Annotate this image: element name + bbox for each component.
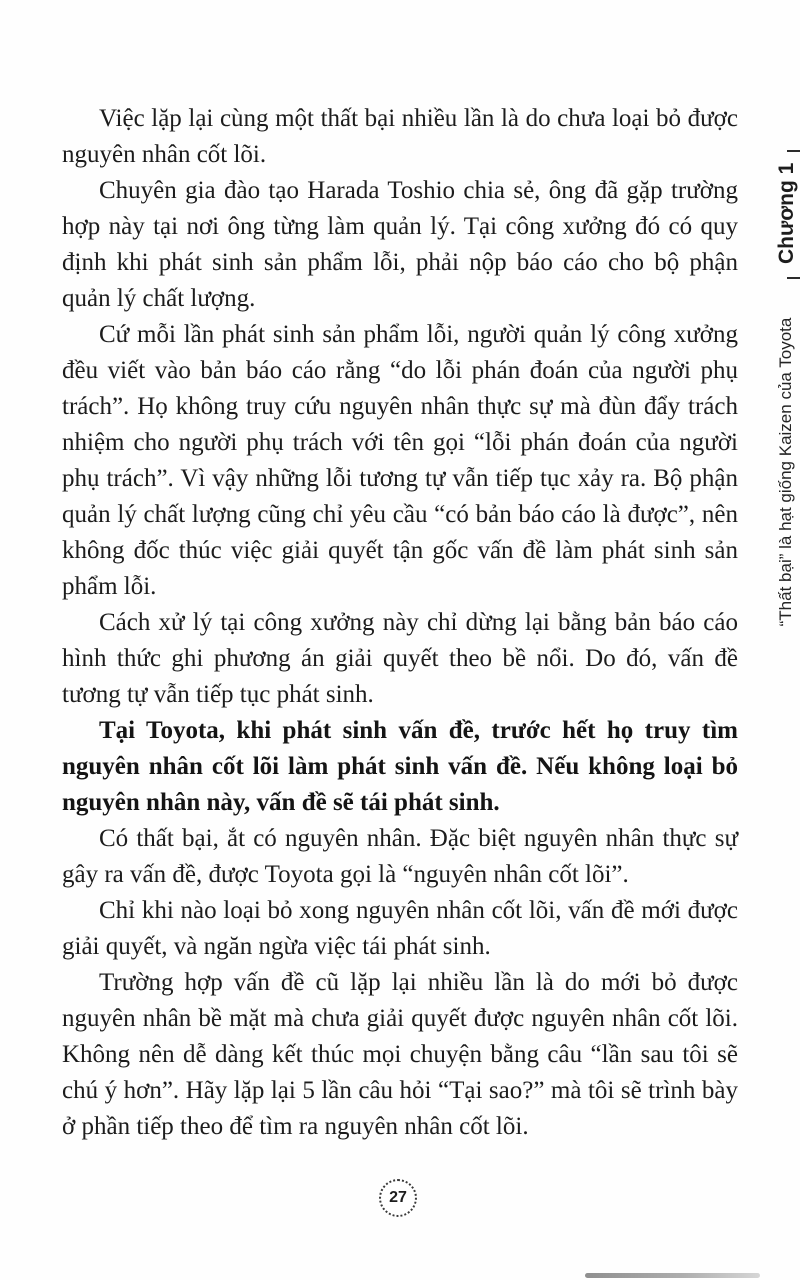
paragraph: Có thất bại, ắt có nguyên nhân. Đặc biệt nguyên nhân thực sự gây ra vấn đề, được Toyota gọi là “nguyên nhân cốt lõi”. bbox=[62, 825, 738, 888]
page-number: 27 bbox=[389, 1189, 407, 1206]
paragraph: Cách xử lý tại công xưởng này chỉ dừng lại bằng bản báo cáo hình thức ghi phương án giải quyết theo bề nổi. Do đó, vấn đề tương tự vẫn tiếp tục phát sinh. bbox=[62, 609, 738, 708]
body-text bbox=[62, 101, 738, 1145]
paragraph-emphasis: Tại Toyota, khi phát sinh vấn đề, trước hết họ truy tìm nguyên nhân cốt lõi làm phát sinh vấn đề. Nếu không loại bỏ nguyên nhân này, vấn đề sẽ tái phát sinh. bbox=[62, 717, 738, 816]
paragraph: Cứ mỗi lần phát sinh sản phẩm lỗi, người quản lý công xưởng đều viết vào bản báo cáo rằng “do lỗi phán đoán của người phụ trách”. Họ không truy cứu nguyên nhân thực sự mà đùn đẩy trách nhiệm cho người phụ trách với tên gọi “lỗi phán đoán của người phụ trách”. Vì vậy những lỗi tương tự vẫn tiếp tục xảy ra. Bộ phận quản lý chất lượng cũng chỉ yêu cầu “có bản báo cáo là được”, nên không đốc thúc việc giải quyết tận gốc vấn đề làm phát sinh sản phẩm lỗi. bbox=[62, 321, 738, 600]
sidebar-divider bbox=[787, 150, 800, 152]
paragraph: Việc lặp lại cùng một thất bại nhiều lần là do chưa loại bỏ được nguyên nhân cốt lõi. bbox=[62, 105, 738, 168]
paragraph: Chỉ khi nào loại bỏ xong nguyên nhân cốt lõi, vấn đề mới được giải quyết, và ngăn ngừa việc tái phát sinh. bbox=[62, 897, 738, 960]
sidebar-divider bbox=[787, 277, 800, 279]
paragraph: Trường hợp vấn đề cũ lặp lại nhiều lần là do mới bỏ được nguyên nhân bề mặt mà chưa giải quyết được nguyên nhân cốt lõi. Không nên dễ dàng kết thúc mọi chuyện bằng câu “lần sau tôi sẽ chú ý hơn”. Hãy lặp lại 5 lần câu hỏi “Tại sao?” mà tôi sẽ trình bày ở phần tiếp theo để tìm ra nguyên nhân cốt lõi. bbox=[62, 969, 738, 1140]
paragraph: Chuyên gia đào tạo Harada Toshio chia sẻ, ông đã gặp trường hợp này tại nơi ông từng làm quản lý. Tại công xưởng đó có quy định khi phát sinh sản phẩm lỗi, phải nộp báo cáo cho bộ phận quản lý chất lượng. bbox=[62, 177, 738, 312]
sidebar-chapter-title: “Thất bại” là hạt giống Kaizen của Toyota bbox=[776, 317, 795, 627]
sidebar-chapter-label: Chương 1 bbox=[775, 162, 798, 264]
scan-artifact bbox=[585, 1273, 760, 1278]
page-number-badge bbox=[379, 1179, 417, 1217]
